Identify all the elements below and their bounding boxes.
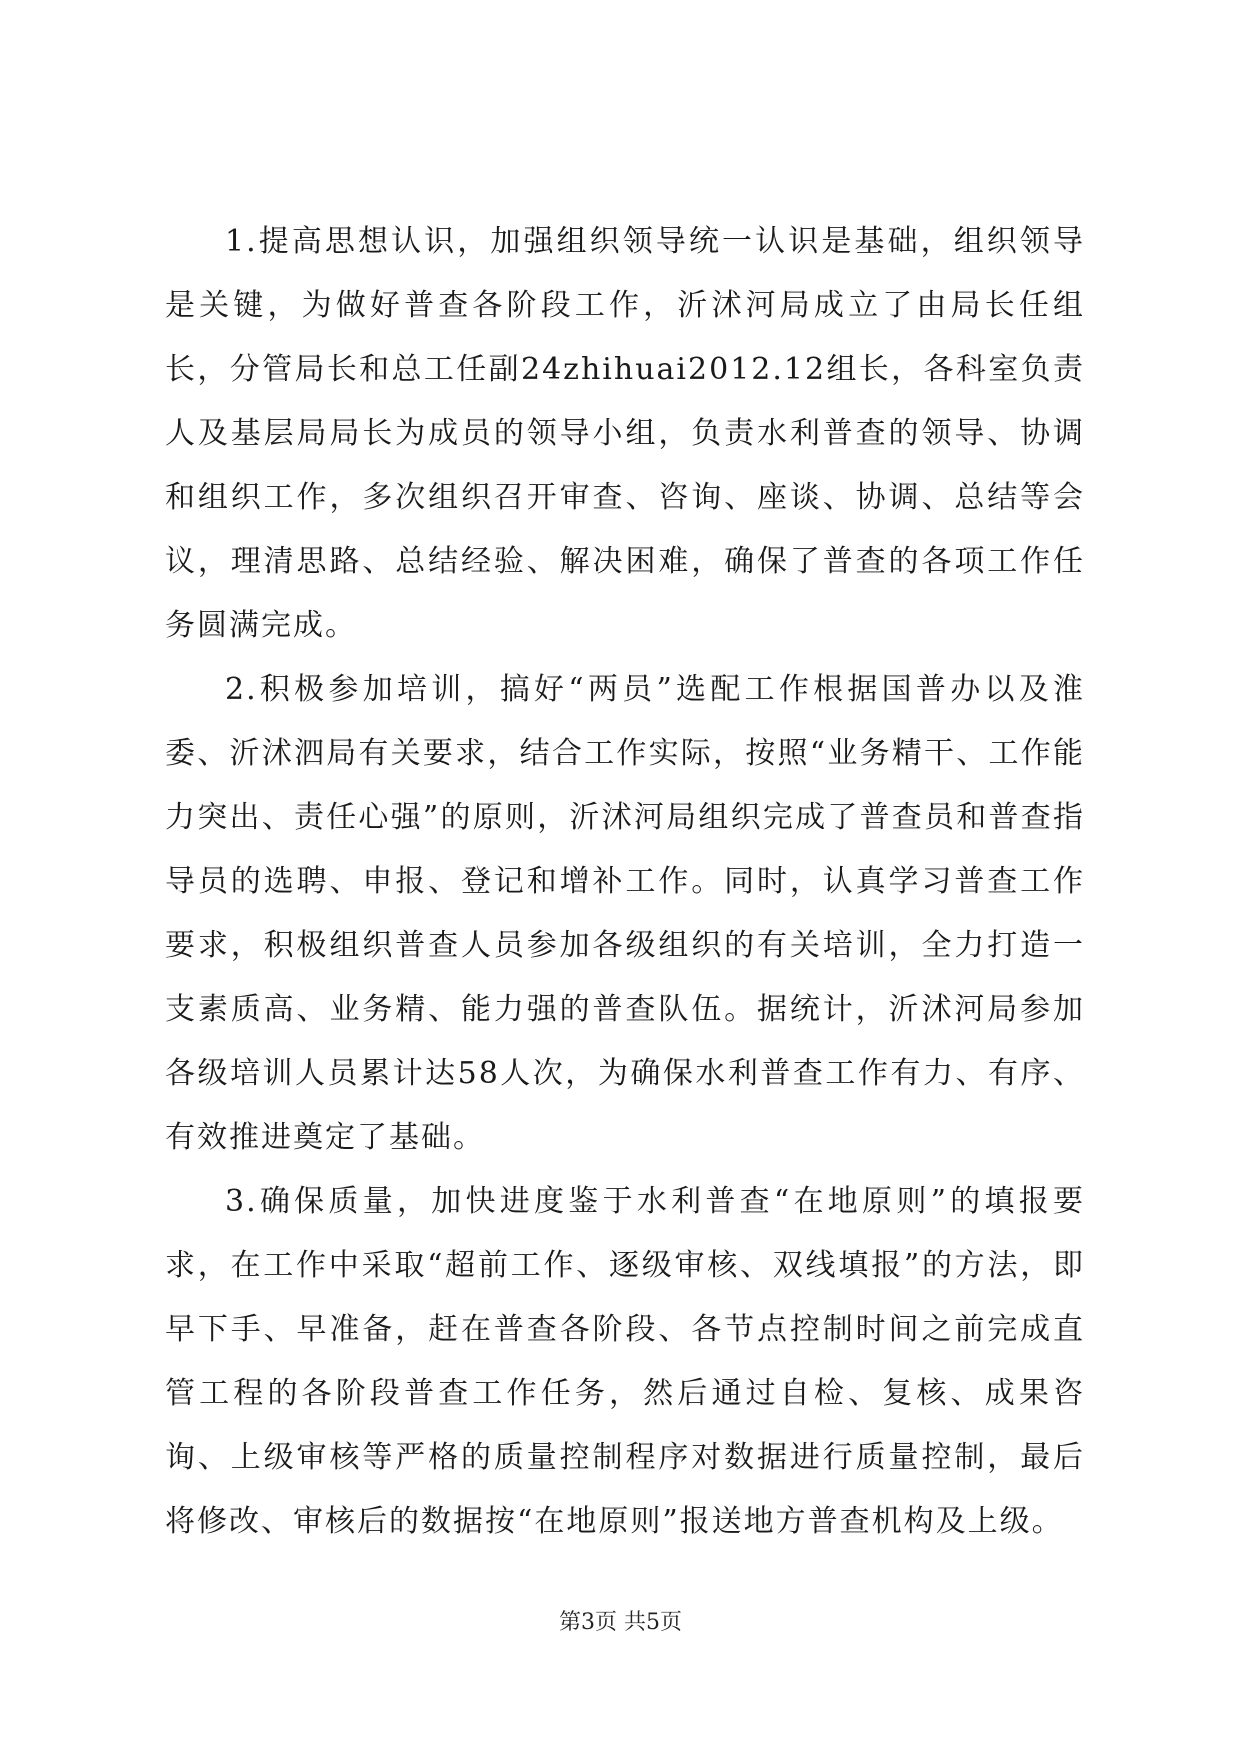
paragraph-3: 3.确保质量，加快进度鉴于水利普查“在地原则”的填报要求，在工作中采取“超前工作、逐级审核、双线填报”的方法，即早下手、早准备，赶在普查各阶段、各节点控制时间之前完成直管工程的各阶段普查工作任务，然后通过自检、复核、成果咨询、上级审核等严格的质量控制程序对数据进行质量控制，最后将修改、审核后的数据按“在地原则”报送地方普查机构及上级。 — [165, 1184, 1085, 1539]
page-footer: 第3页 共5页 — [559, 1610, 682, 1635]
paragraph-2: 2.积极参加培训，搞好“两员”选配工作根据国普办以及淮委、沂沭泗局有关要求，结合工作实际，按照“业务精干、工作能力突出、责任心强”的原则，沂沭河局组织完成了普查员和普查指导员的选聘、申报、登记和增补工作。同时，认真学习普查工作要求，积极组织普查人员参加各级组织的有关培训，全力打造一支素质高、业务精、能力强的普查队伍。据统计，沂沭河局参加各级培训人员累计达58人次，为确保水利普查工作有力、有序、有效推进奠定了基础。 — [165, 672, 1085, 1155]
document-body — [165, 210, 1085, 1554]
paragraph-1: 1.提高思想认识，加强组织领导统一认识是基础，组织领导是关键，为做好普查各阶段工作，沂沭河局成立了由局长任组长，分管局长和总工任副24zhihuai2012.12组长，各科室负责人及基层局局长为成员的领导小组，负责水利普查的领导、协调和组织工作，多次组织召开审查、咨询、座谈、协调、总结等会议，理清思路、总结经验、解决困难，确保了普查的各项工作任务圆满完成。 — [165, 224, 1085, 643]
